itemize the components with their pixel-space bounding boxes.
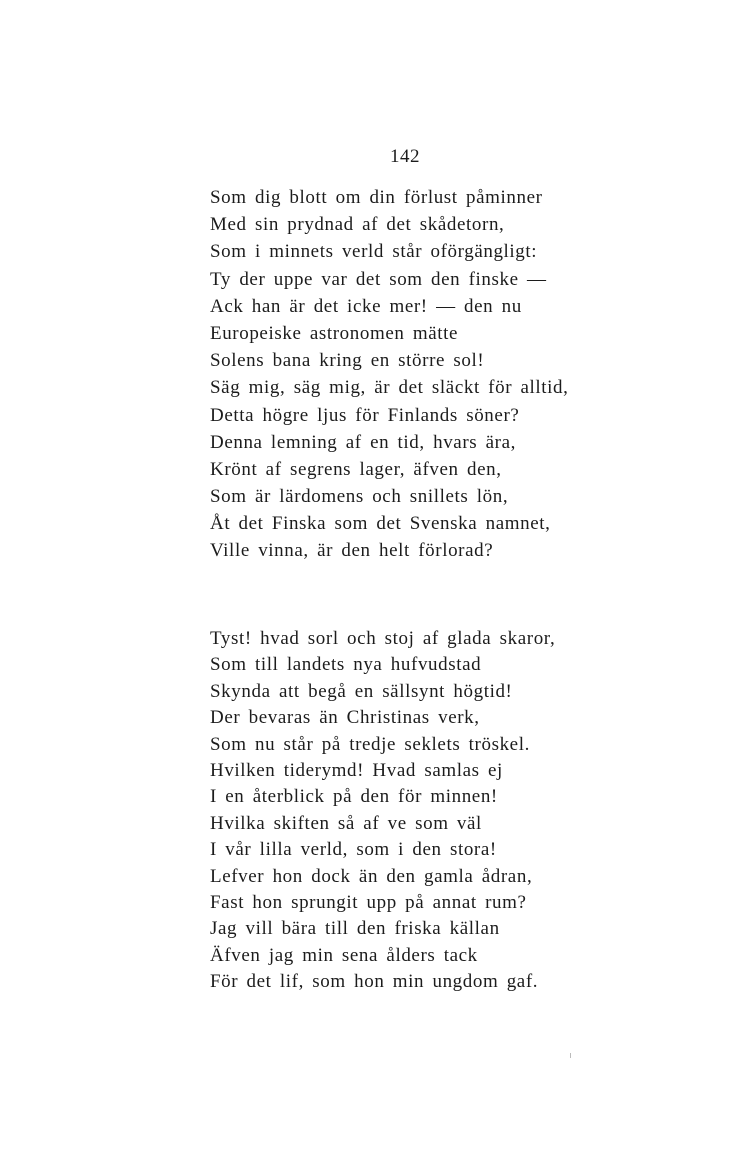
poem-line: Åt det Finska som det Svenska namnet,: [210, 513, 551, 535]
poem-line: Ty der uppe var det som den finske —: [210, 268, 547, 290]
poem-line: Ville vinna, är den helt förlorad?: [210, 540, 494, 562]
poem-line: Skynda att begå en sällsynt högtid!: [210, 680, 513, 702]
stanza-2: [210, 626, 555, 995]
poem-line: Lefver hon dock än den gamla ådran,: [210, 865, 533, 887]
poem-line: Som till landets nya hufvudstad: [210, 654, 482, 676]
page-number: 142: [390, 146, 420, 167]
poem-line: Ack han är det icke mer! — den nu: [210, 295, 522, 317]
poem-line: Som dig blott om din förlust påminner: [210, 187, 543, 208]
print-speck: [570, 1053, 571, 1058]
poem-line: Der bevaras än Christinas verk,: [210, 707, 480, 729]
poem-line: I en återblick på den för minnen!: [210, 786, 498, 808]
poem-line: Hvilken tiderymd! Hvad samlas ej: [210, 759, 503, 781]
poem-line: Denna lemning af en tid, hvars ära,: [210, 431, 516, 453]
poem-line: Som i minnets verld står oförgängligt:: [210, 241, 538, 263]
poem-line: I vår lilla verld, som i den stora!: [210, 839, 497, 861]
stanza-1: [210, 184, 569, 565]
poem-line: Europeiske astronomen mätte: [210, 322, 459, 344]
poem-line: Krönt af segrens lager, äfven den,: [210, 458, 502, 480]
poem-line: Jag vill bära till den friska källan: [210, 918, 500, 940]
poem-line: Som nu står på tredje seklets tröskel.: [210, 733, 530, 755]
poem-line: Hvilka skiften så af ve som väl: [210, 812, 482, 834]
poem-line: Säg mig, säg mig, är det släckt för alltid,: [210, 377, 569, 399]
poem-line: Med sin prydnad af det skådetorn,: [210, 214, 505, 236]
poem-line: Som är lärdomens och snillets lön,: [210, 486, 509, 508]
poem-line: Solens bana kring en större sol!: [210, 350, 485, 372]
poem-line: För det lif, som hon min ungdom gaf.: [210, 971, 539, 993]
poem-line: Detta högre ljus för Finlands söner?: [210, 404, 520, 426]
poem-line: Äfven jag min sena ålders tack: [210, 944, 478, 966]
poem-line: Fast hon sprungit upp på annat rum?: [210, 891, 527, 913]
poem-line: Tyst! hvad sorl och stoj af glada skaror,: [210, 628, 556, 649]
